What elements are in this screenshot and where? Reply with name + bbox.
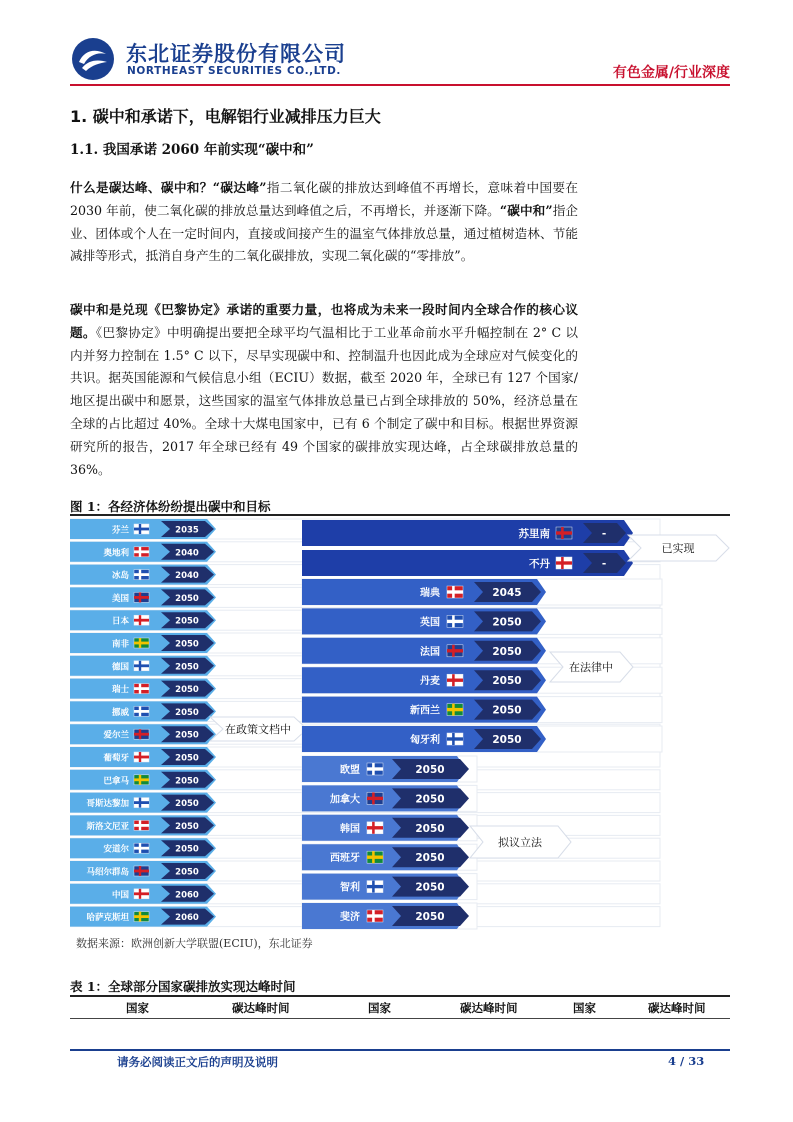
header-divider (70, 84, 730, 86)
country-label: 西班牙 (330, 853, 360, 865)
flag-stripe (134, 642, 149, 645)
target-year-label: 2050 (492, 645, 522, 658)
country-label: 马绍尔群岛 (86, 867, 129, 878)
target-year-label: 2060 (175, 890, 199, 901)
table-title: 表 1：全球部分国家碳排放实现达峰时间 (70, 979, 296, 994)
country-label: 斯洛文尼亚 (86, 821, 129, 832)
table-header-country: 国家 (126, 1001, 149, 1015)
flag-stripe (367, 767, 383, 770)
paragraph-lead: “碳中和” (499, 202, 553, 218)
flag-stripe (452, 615, 455, 627)
country-label: 奥地利 (103, 548, 129, 559)
page-header (70, 34, 730, 84)
flag-stripe (134, 573, 149, 576)
flag-stripe (139, 524, 141, 534)
flag-stripe (139, 866, 141, 876)
country-flag-icon (134, 638, 149, 648)
status-tag-label: 拟议立法 (498, 836, 542, 849)
country-label: 丹麦 (420, 676, 440, 688)
flag-stripe (452, 704, 455, 716)
flag-stripe (367, 856, 383, 859)
country-label: 法国 (420, 646, 440, 658)
flag-stripe (452, 586, 455, 598)
flag-stripe (372, 822, 375, 834)
country-flag-icon (447, 586, 463, 598)
country-flag-icon (134, 798, 149, 808)
flag-stripe (134, 824, 149, 827)
company-logo-icon (70, 36, 116, 82)
paragraph-lead: 什么是碳达峰、碳中和？“碳达峰” (70, 180, 267, 195)
country-flag-icon (447, 645, 463, 657)
flag-stripe (134, 847, 149, 850)
target-year-label: 2035 (175, 525, 199, 536)
target-year-label: 2050 (175, 799, 199, 810)
flag-stripe (139, 706, 141, 716)
subsection-heading: 1.1. 我国承诺 2060 年前实现“碳中和” (70, 142, 314, 158)
country-flag-icon (134, 547, 149, 557)
status-tag-label: 在法律中 (569, 661, 613, 674)
country-label: 欧盟 (340, 765, 360, 776)
paragraph-carbon-definition (70, 177, 578, 268)
country-label: 哥斯达黎加 (86, 799, 129, 810)
country-flag-icon (367, 851, 383, 863)
country-flag-icon (367, 822, 383, 834)
country-label: 新西兰 (410, 705, 440, 717)
target-year-label: 2050 (415, 852, 445, 865)
company-name-en: NORTHEAST SECURITIES CO.,LTD. (127, 65, 341, 77)
target-year-label: 2050 (175, 685, 199, 696)
flag-stripe (134, 710, 149, 713)
country-flag-icon (134, 729, 149, 739)
flag-stripe (139, 684, 141, 694)
flag-stripe (139, 570, 141, 580)
target-year-label: 2050 (175, 821, 199, 832)
country-flag-icon (134, 706, 149, 716)
figure-source: 数据来源：欧洲创新大学联盟(ECIU)，东北证券 (76, 937, 313, 950)
target-year-label: 2050 (175, 616, 199, 627)
flag-stripe (134, 596, 149, 599)
flag-stripe (447, 620, 463, 623)
status-tag-label: 在政策文档中 (225, 723, 291, 736)
flag-stripe (447, 590, 463, 593)
country-label: 挪威 (111, 707, 129, 718)
target-year-label: 2050 (175, 776, 199, 787)
country-label: 瑞典 (420, 588, 440, 599)
flag-stripe (134, 778, 149, 781)
target-year-label: 2050 (415, 764, 445, 776)
flag-stripe (134, 733, 149, 736)
country-label: 瑞士 (111, 685, 129, 696)
flag-stripe (139, 615, 141, 625)
flag-stripe (139, 775, 141, 785)
country-flag-icon (134, 889, 149, 899)
flag-stripe (139, 752, 141, 762)
table-header-country: 国家 (368, 1001, 391, 1015)
country-flag-icon (134, 592, 149, 602)
flag-stripe (556, 531, 572, 534)
target-year-label: 2050 (415, 822, 445, 835)
country-flag-icon (367, 763, 383, 775)
industry-label: 有色金属/行业深度 (612, 65, 730, 81)
table-header-country: 国家 (573, 1001, 596, 1015)
country-label: 斐济 (340, 912, 360, 923)
flag-stripe (139, 729, 141, 739)
flag-stripe (556, 561, 572, 564)
country-label: 葡萄牙 (103, 753, 129, 764)
country-flag-icon (447, 704, 463, 716)
table-top-rule (70, 995, 730, 997)
country-label: 南非 (111, 639, 129, 650)
flag-stripe (561, 557, 564, 569)
target-year-label: 2050 (175, 662, 199, 673)
country-flag-icon (134, 866, 149, 876)
country-flag-icon (134, 615, 149, 625)
country-flag-icon (134, 912, 149, 922)
target-year-label: 2040 (175, 548, 199, 559)
country-label: 韩国 (340, 823, 360, 835)
target-year-label: 2050 (492, 734, 522, 746)
flag-stripe (134, 619, 149, 622)
flag-stripe (372, 763, 375, 775)
achieved-country-bar (302, 520, 633, 546)
flag-stripe (452, 733, 455, 745)
flag-stripe (139, 638, 141, 648)
country-flag-icon (134, 820, 149, 830)
target-year-label: 2050 (415, 793, 445, 806)
flag-stripe (139, 547, 141, 557)
target-year-label: 2050 (492, 675, 522, 688)
paragraph-text: 《巴黎协定》中明确提出要把全球平均气温相比于工业革命前水平升幅控制在 2° C 以内并努力控制在 1.5° C 以下，尽早实现碳中和、控制温升也因此成为全球应对气候变化的共识。据英国能源和气候信息小组（ECIU）数据，截至 2020 年，全球已有 127 个国家/地区提出碳中和愿景，这些国家的温室气体排放总量已占到全球排放的 50%，经济总量在全球的占比超过 40%。全球十大煤电国家中，已有 6 个制定了碳中和目标。根据世界资源研究所的报告，2017 年全球已经有 49 个国家的碳排放实现达峰，占全球碳排放总量的 36%。 (70, 324, 579, 477)
country-flag-icon (134, 661, 149, 671)
target-year-label: 2050 (175, 867, 199, 878)
flag-stripe (134, 892, 149, 895)
country-flag-icon (134, 752, 149, 762)
country-label: 日本 (111, 616, 129, 627)
figure-title: 图 1：各经济体纷纷提出碳中和目标 (70, 499, 271, 514)
flag-stripe (134, 756, 149, 759)
flag-stripe (134, 528, 149, 531)
flag-stripe (372, 851, 375, 863)
flag-stripe (367, 826, 383, 829)
table-header-rule (70, 1018, 730, 1019)
flag-stripe (447, 737, 463, 740)
flag-stripe (452, 674, 455, 686)
country-flag-icon (134, 570, 149, 580)
flag-stripe (367, 885, 383, 888)
country-flag-icon (367, 910, 383, 922)
target-year-label: 2050 (175, 707, 199, 718)
flag-stripe (367, 914, 383, 917)
flag-stripe (134, 870, 149, 873)
country-label: 智利 (340, 882, 360, 894)
target-year-label: 2050 (415, 881, 445, 894)
country-flag-icon (134, 524, 149, 534)
target-year-label: 2060 (175, 913, 199, 924)
target-year-label: 2050 (175, 844, 199, 855)
company-name-cn: 东北证券股份有限公司 (126, 42, 346, 66)
flag-stripe (139, 843, 141, 853)
target-year-label: 2050 (492, 704, 522, 717)
flag-stripe (139, 661, 141, 671)
target-year-label: 2050 (175, 753, 199, 764)
achieved-country-bar (302, 550, 633, 576)
target-year-label: 2045 (492, 587, 522, 599)
country-label: 芬兰 (111, 525, 129, 536)
section-heading: 1. 碳中和承诺下，电解铝行业减排压力巨大 (70, 107, 381, 126)
flag-stripe (367, 797, 383, 800)
paragraph-lead: 碳中和是兑现《巴黎协定》承诺的重要力量，也将成为未来一段时间内全球合作的核心议题。 (70, 302, 578, 340)
country-flag-icon (556, 557, 572, 569)
footer-disclaimer: 请务必阅读正文后的声明及说明 (117, 1055, 278, 1069)
paragraph-text: 指企业、团体或个人在一定时间内，直接或间接产生的温室气体排放总量，通过植树造林、节能减排等形式，抵消自身产生的二氧化碳排放，实现二氧化碳的“零排放”。 (70, 202, 578, 264)
flag-stripe (452, 645, 455, 657)
flag-stripe (561, 527, 564, 539)
country-label: 中国 (111, 890, 129, 901)
flag-stripe (134, 550, 149, 553)
flag-stripe (134, 687, 149, 690)
country-flag-icon (447, 615, 463, 627)
target-year-label: 2050 (492, 616, 522, 629)
country-label: 苏里南 (518, 528, 550, 540)
country-flag-icon (134, 843, 149, 853)
flag-stripe (134, 664, 149, 667)
flag-stripe (134, 801, 149, 804)
country-label: 巴拿马 (103, 776, 129, 787)
country-label: 爱尔兰 (103, 730, 129, 741)
flag-stripe (139, 798, 141, 808)
target-year-label: 2050 (175, 639, 199, 650)
target-year-label: 2050 (415, 911, 445, 923)
flag-stripe (139, 889, 141, 899)
country-label: 哈萨克斯坦 (86, 913, 129, 924)
country-label: 英国 (420, 617, 440, 629)
country-flag-icon (367, 792, 383, 804)
country-label: 匈牙利 (410, 735, 440, 746)
flag-stripe (447, 708, 463, 711)
country-flag-icon (447, 674, 463, 686)
country-label: 德国 (111, 662, 129, 673)
country-flag-icon (556, 527, 572, 539)
flag-stripe (372, 881, 375, 893)
flag-stripe (139, 912, 141, 922)
country-flag-icon (134, 775, 149, 785)
country-flag-icon (367, 881, 383, 893)
country-flag-icon (447, 733, 463, 745)
footer-divider (70, 1049, 730, 1051)
flag-stripe (134, 915, 149, 918)
flag-stripe (139, 820, 141, 830)
table-header-peak-time: 碳达峰时间 (232, 1001, 290, 1015)
target-year-label: 2050 (175, 730, 199, 741)
flag-stripe (447, 679, 463, 682)
table-header-peak-time: 碳达峰时间 (648, 1001, 706, 1015)
flag-stripe (372, 910, 375, 922)
country-label: 加拿大 (330, 794, 360, 806)
carbon-neutral-targets-chart (70, 516, 730, 933)
target-year-label: 2050 (175, 593, 199, 604)
table-header-peak-time: 碳达峰时间 (460, 1001, 518, 1015)
country-label: 不丹 (529, 558, 550, 570)
target-year-label: 2040 (175, 571, 199, 582)
target-year-label: - (601, 528, 607, 540)
status-tag-label: 已实现 (661, 542, 695, 555)
paragraph-text: 指二氧化碳的排放达到峰值不再增长，意味着中国要在 2030 年前，使二氧化碳的排放总量达到峰值之后，不再增长，并逐渐下降。 (70, 180, 578, 218)
flag-stripe (447, 649, 463, 652)
flag-stripe (372, 792, 375, 804)
country-label: 冰岛 (111, 571, 129, 582)
page-number: 4 / 33 (668, 1054, 705, 1068)
country-label: 安道尔 (103, 844, 129, 855)
paragraph-paris-agreement (70, 299, 578, 481)
country-flag-icon (134, 684, 149, 694)
target-year-label: - (601, 558, 607, 570)
flag-stripe (139, 592, 141, 602)
country-label: 美国 (111, 593, 129, 604)
